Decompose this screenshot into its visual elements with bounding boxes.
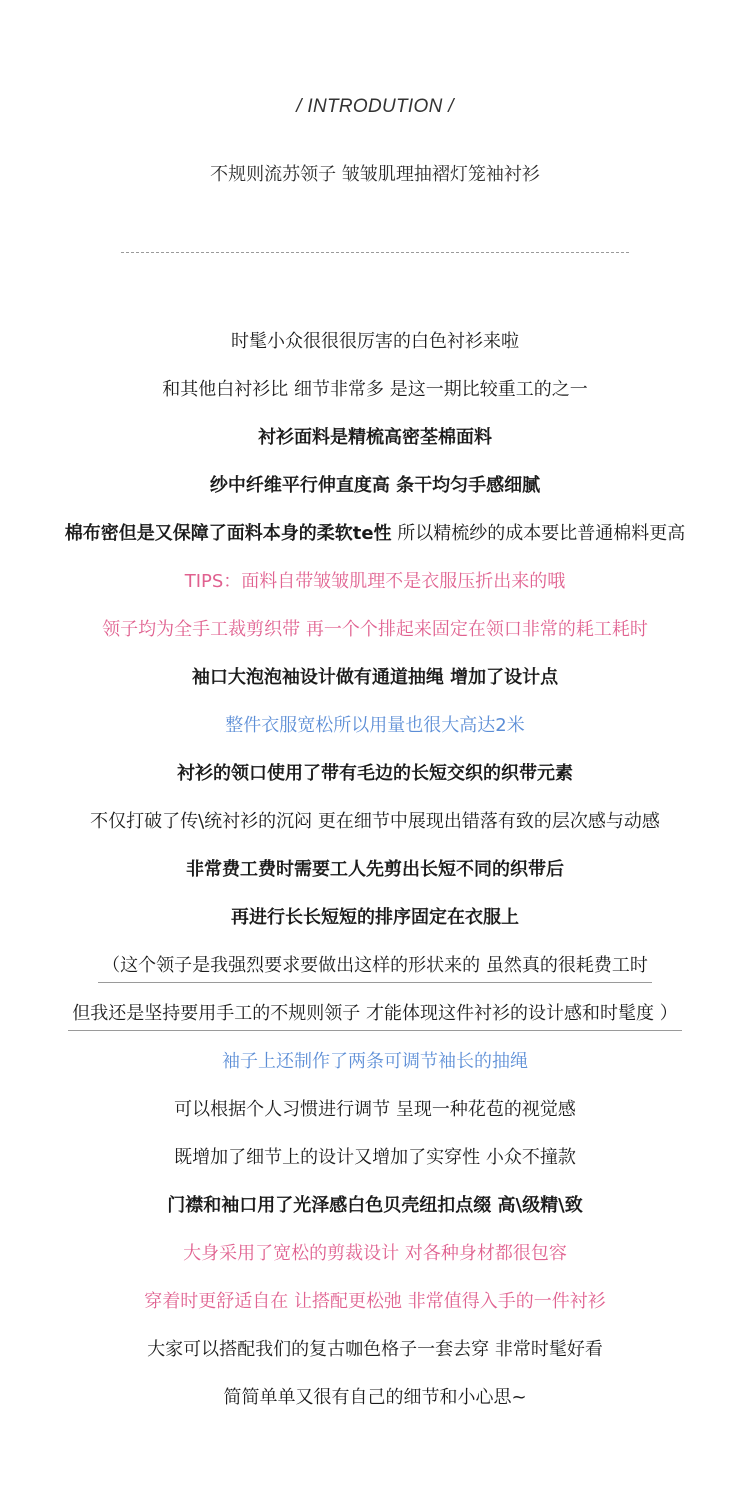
description-line: 袖口大泡泡袖设计做有通道抽绳 增加了设计点 <box>191 667 559 688</box>
description-line: 衬衫的领口使用了带有毛边的长短交织的织带元素 <box>177 763 573 784</box>
description-line: 时髦小众很很很厉害的白色衬衫来啦 <box>231 331 519 352</box>
description-line: 大身采用了宽松的剪裁设计 对各种身材都很包容 <box>183 1243 567 1264</box>
dashed-divider <box>121 252 629 253</box>
description-line: 既增加了细节上的设计又增加了实穿性 小众不撞款 <box>174 1147 576 1168</box>
description-line <box>0 942 750 990</box>
description-line: 大家可以搭配我们的复古咖色格子一套去穿 非常时髦好看 <box>147 1339 603 1360</box>
description-line <box>0 510 750 558</box>
description-line: TIPS：面料自带皱皱肌理不是衣服压折出来的哦 <box>184 571 566 592</box>
description-segment: 所以精梳纱的成本要比普通棉料更高 <box>391 523 686 544</box>
product-subtitle: 不规则流苏领子 皱皱肌理抽褶灯笼袖衬衫 <box>210 164 540 185</box>
underlined-note: （这个领子是我强烈要求要做出这样的形状来的 虽然真的很耗费工时 <box>98 952 652 983</box>
description-line: 简简单单又很有自己的细节和小心思~ <box>223 1387 527 1408</box>
description-line: 不仅打破了传\统衬衫的沉闷 更在细节中展现出错落有致的层次感与动感 <box>90 811 660 832</box>
description-line: 可以根据个人习惯进行调节 呈现一种花苞的视觉感 <box>174 1099 576 1120</box>
description-line: 衬衫面料是精梳高密荃棉面料 <box>258 427 492 448</box>
description-line <box>0 990 750 1038</box>
description-line: 领子均为全手工裁剪织带 再一个个排起来固定在领口非常的耗工耗时 <box>102 619 648 640</box>
description-line: 穿着时更舒适自在 让搭配更松弛 非常值得入手的一件衬衫 <box>144 1291 606 1312</box>
description-line: 袖子上还制作了两条可调节袖长的抽绳 <box>222 1051 528 1072</box>
description-segment: 棉布密但是又保障了面料本身的柔软te性 <box>64 523 392 544</box>
description-line: 非常费工费时需要工人先剪出长短不同的织带后 <box>186 859 564 880</box>
description-line: 整件衣服宽松所以用量也很大高达2米 <box>225 715 525 736</box>
description-line: 再进行长长短短的排序固定在衣服上 <box>231 907 519 928</box>
description-line: 门襟和袖口用了光泽感白色贝壳纽扣点缀 高\级精\致 <box>167 1195 583 1216</box>
description-line: 纱中纤维平行伸直度高 条干均匀手感细腻 <box>209 475 541 496</box>
description-line: 和其他白衬衫比 细节非常多 是这一期比较重工的之一 <box>162 379 588 400</box>
description-lines <box>0 318 750 1422</box>
intro-heading: / INTRODUTION / <box>296 96 454 117</box>
underlined-note: 但我还是坚持要用手工的不规则领子 才能体现这件衬衫的设计感和时髦度 ） <box>68 1000 681 1031</box>
